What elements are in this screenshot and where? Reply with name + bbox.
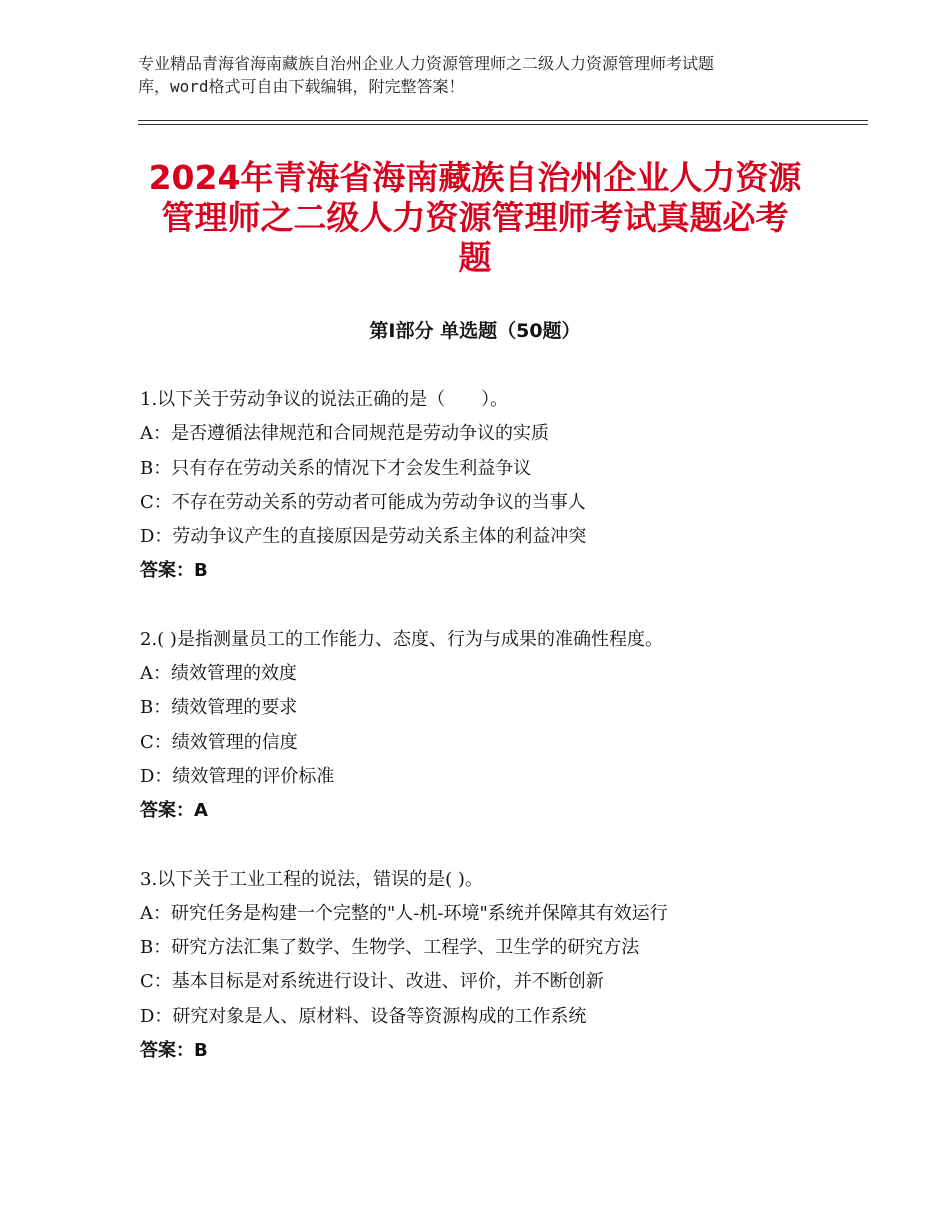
- question-2: [140, 623, 860, 829]
- option-a: A：研究任务是构建一个完整的"人-机-环境"系统并保障其有效运行: [140, 902, 668, 924]
- question-1: [140, 383, 860, 589]
- header-note-line-1: 专业精品青海省海南藏族自治州企业人力资源管理师之二级人力资源管理师考试题: [138, 54, 715, 73]
- option-b: B：只有存在劳动关系的情况下才会发生利益争议: [140, 457, 532, 479]
- document-title-line-2: 管理师之二级人力资源管理师考试真题必考: [161, 198, 789, 237]
- answer: 答案：A: [140, 800, 208, 822]
- question-stem: 2.( )是指测量员工的工作能力、态度、行为与成果的准确性程度。: [140, 628, 663, 650]
- question-stem: 3.以下关于工业工程的说法，错误的是( )。: [140, 868, 483, 890]
- header-note: [138, 52, 838, 98]
- option-b: B：绩效管理的要求: [140, 697, 298, 719]
- header-note-line-2: 库，word格式可自由下载编辑，附完整答案！: [138, 77, 465, 96]
- option-d: D：研究对象是人、原材料、设备等资源构成的工作系统: [140, 1005, 587, 1027]
- question-stem: 1.以下关于劳动争议的说法正确的是（ ）。: [140, 389, 509, 410]
- option-c: C：基本目标是对系统进行设计、改进、评价，并不断创新: [140, 971, 604, 993]
- option-a: A：绩效管理的效度: [140, 663, 297, 685]
- option-d: D：绩效管理的评价标准: [140, 765, 335, 787]
- section-title: 第Ⅰ部分 单选题（50题）: [369, 320, 581, 342]
- document-title-line-1: 2024年青海省海南藏族自治州企业人力资源: [148, 158, 802, 197]
- question-list: [140, 383, 860, 1102]
- answer: 答案：B: [140, 560, 208, 582]
- option-c: C：不存在劳动关系的劳动者可能成为劳动争议的当事人: [140, 491, 586, 513]
- document-title: [120, 158, 830, 278]
- option-b: B：研究方法汇集了数学、生物学、工程学、卫生学的研究方法: [140, 937, 640, 959]
- option-a: A：是否遵循法律规范和合同规范是劳动争议的实质: [140, 423, 549, 445]
- header-divider: [138, 120, 868, 125]
- answer: 答案：B: [140, 1040, 208, 1062]
- option-c: C：绩效管理的信度: [140, 731, 298, 753]
- document-title-line-3: 题: [458, 238, 492, 277]
- question-3: [140, 863, 860, 1069]
- option-d: D：劳动争议产生的直接原因是劳动关系主体的利益冲突: [140, 526, 587, 548]
